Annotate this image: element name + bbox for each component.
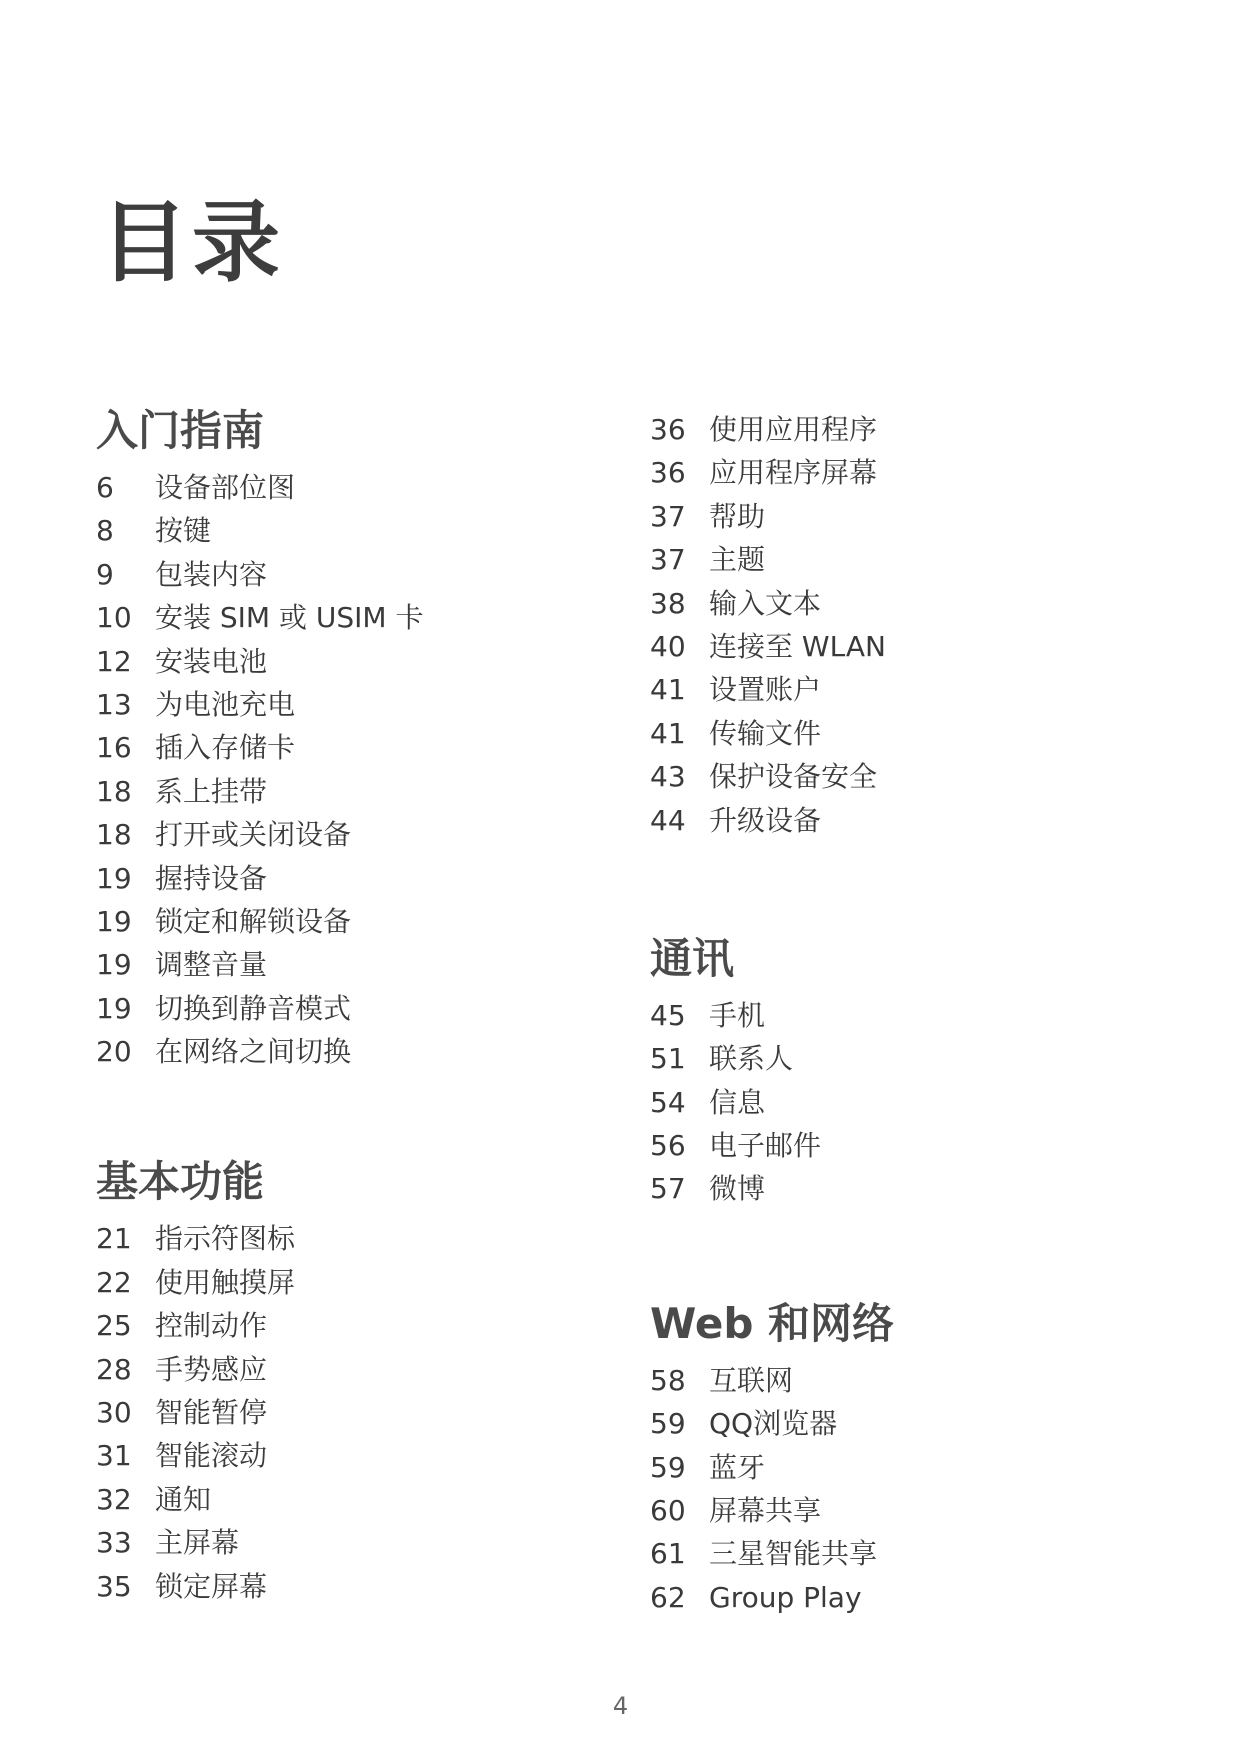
toc-entry-page-number: 57 xyxy=(650,1172,686,1206)
toc-entry-label: 电子邮件 xyxy=(709,1129,822,1163)
toc-entry[interactable] xyxy=(650,1576,1150,1619)
toc-entry-label: 握持设备 xyxy=(155,861,268,895)
toc-entry[interactable] xyxy=(650,1532,1150,1575)
toc-entry-label: 安装 SIM 或 USIM 卡 xyxy=(155,601,424,635)
toc-entry-list xyxy=(650,994,1150,1211)
toc-entry[interactable] xyxy=(650,495,1150,538)
toc-entry-list-continued xyxy=(650,408,1150,842)
toc-entry-label: 联系人 xyxy=(709,1042,794,1076)
toc-entry[interactable] xyxy=(96,1217,596,1260)
toc-entry-page-number: 62 xyxy=(650,1580,686,1614)
toc-entry-label: 为电池充电 xyxy=(155,687,296,721)
toc-entry-label: 插入存储卡 xyxy=(155,731,296,765)
toc-entry-label: Group Play xyxy=(709,1580,862,1614)
toc-entry-page-number: 43 xyxy=(650,760,686,794)
toc-entry[interactable] xyxy=(96,1348,596,1391)
toc-entry[interactable] xyxy=(96,553,596,596)
toc-entry[interactable] xyxy=(96,1261,596,1304)
toc-entry-label: 切换到静音模式 xyxy=(155,991,352,1025)
toc-entry[interactable] xyxy=(96,596,596,639)
toc-entry[interactable] xyxy=(650,1446,1150,1489)
toc-entry-page-number: 19 xyxy=(96,948,132,982)
toc-right-column xyxy=(650,408,1150,1619)
toc-entry-page-number: 60 xyxy=(650,1494,686,1528)
toc-entry[interactable] xyxy=(96,640,596,683)
toc-entry-page-number: 16 xyxy=(96,731,132,765)
toc-entry-label: 安装电池 xyxy=(155,644,268,678)
toc-entry[interactable] xyxy=(96,1391,596,1434)
toc-entry[interactable] xyxy=(650,538,1150,581)
toc-entry-label: 手势感应 xyxy=(155,1352,268,1386)
toc-entry-page-number: 58 xyxy=(650,1363,686,1397)
toc-entry-page-number: 31 xyxy=(96,1439,132,1473)
toc-entry-page-number: 61 xyxy=(650,1537,686,1571)
toc-entry[interactable] xyxy=(650,799,1150,842)
toc-entry-page-number: 8 xyxy=(96,514,114,548)
toc-entry-label: 帮助 xyxy=(709,499,766,533)
toc-entry[interactable] xyxy=(96,770,596,813)
toc-entry[interactable] xyxy=(650,1081,1150,1124)
toc-entry-page-number: 21 xyxy=(96,1222,132,1256)
toc-entry-page-number: 37 xyxy=(650,499,686,533)
toc-entry-list xyxy=(96,466,596,1073)
toc-entry[interactable] xyxy=(96,943,596,986)
toc-entry-label: 锁定屏幕 xyxy=(155,1569,268,1603)
toc-entry[interactable] xyxy=(650,408,1150,451)
section-heading: Web 和网络 xyxy=(650,1298,895,1348)
toc-entry-page-number: 41 xyxy=(650,673,686,707)
toc-entry[interactable] xyxy=(96,509,596,552)
toc-section-communication xyxy=(650,933,1150,1211)
toc-entry[interactable] xyxy=(650,1489,1150,1532)
page-title: 目录 xyxy=(100,190,285,294)
toc-entry-page-number: 30 xyxy=(96,1396,132,1430)
toc-entry-page-number: 36 xyxy=(650,413,686,446)
toc-entry-page-number: 40 xyxy=(650,629,686,663)
toc-entry[interactable] xyxy=(650,1167,1150,1210)
toc-entry[interactable] xyxy=(650,712,1150,755)
toc-entry-label: 手机 xyxy=(709,998,766,1032)
toc-entry[interactable] xyxy=(96,857,596,900)
toc-entry-page-number: 37 xyxy=(650,543,686,577)
toc-entry-page-number: 36 xyxy=(650,456,686,490)
toc-entry[interactable] xyxy=(96,1030,596,1073)
toc-entry-page-number: 12 xyxy=(96,644,132,678)
toc-entry-label: 微博 xyxy=(709,1172,766,1206)
toc-entry-label: 主屏幕 xyxy=(155,1526,240,1560)
toc-section-basics xyxy=(96,1157,596,1608)
toc-entry[interactable] xyxy=(96,1565,596,1608)
toc-entry[interactable] xyxy=(96,1304,596,1347)
toc-entry-page-number: 59 xyxy=(650,1450,686,1484)
toc-entry[interactable] xyxy=(96,900,596,943)
toc-entry-label: 智能滚动 xyxy=(155,1439,268,1473)
toc-entry-list xyxy=(96,1217,596,1608)
toc-entry[interactable] xyxy=(650,1037,1150,1080)
toc-entry-label: 主题 xyxy=(709,543,766,577)
toc-entry-page-number: 38 xyxy=(650,586,686,620)
toc-entry-page-number: 33 xyxy=(96,1526,132,1560)
toc-entry-page-number: 20 xyxy=(96,1035,132,1069)
toc-entry-page-number: 51 xyxy=(650,1042,686,1076)
toc-entry-label: 指示符图标 xyxy=(155,1222,296,1256)
page-number: 4 xyxy=(612,1692,629,1720)
toc-entry-page-number: 19 xyxy=(96,991,132,1025)
toc-entry-page-number: 19 xyxy=(96,861,132,895)
toc-entry-label: 使用触摸屏 xyxy=(155,1265,296,1299)
toc-entry-label: 按键 xyxy=(155,514,212,548)
toc-entry-label: 升级设备 xyxy=(709,803,822,837)
toc-entry-page-number: 19 xyxy=(96,904,132,938)
toc-entry-page-number: 18 xyxy=(96,774,132,808)
toc-entry[interactable] xyxy=(650,1359,1150,1402)
toc-entry-page-number: 10 xyxy=(96,601,132,635)
toc-section-getting-started xyxy=(96,406,596,1073)
toc-entry-page-number: 6 xyxy=(96,471,114,504)
toc-entry-page-number: 9 xyxy=(96,557,114,591)
toc-entry-label: 互联网 xyxy=(709,1363,794,1397)
toc-entry-label: 蓝牙 xyxy=(709,1450,766,1484)
toc-entry[interactable] xyxy=(96,726,596,769)
toc-entry-page-number: 28 xyxy=(96,1352,132,1386)
toc-entry-page-number: 32 xyxy=(96,1482,132,1516)
toc-entry-page-number: 56 xyxy=(650,1129,686,1163)
toc-entry[interactable] xyxy=(650,668,1150,711)
toc-entry-label: 锁定和解锁设备 xyxy=(155,904,352,938)
toc-entry[interactable] xyxy=(96,466,596,509)
toc-section-web-network xyxy=(650,1298,1150,1619)
toc-entry[interactable] xyxy=(96,683,596,726)
toc-entry[interactable] xyxy=(650,451,1150,494)
toc-entry-page-number: 22 xyxy=(96,1265,132,1299)
section-heading: 通讯 xyxy=(650,933,735,983)
toc-entry[interactable] xyxy=(650,582,1150,625)
toc-entry-label: 设置账户 xyxy=(709,673,822,707)
toc-left-column xyxy=(96,406,596,1608)
toc-entry[interactable] xyxy=(96,1434,596,1477)
toc-entry[interactable] xyxy=(650,755,1150,798)
toc-entry-label: 输入文本 xyxy=(709,586,822,620)
toc-entry[interactable] xyxy=(650,1124,1150,1167)
toc-entry-label: 应用程序屏幕 xyxy=(709,456,878,490)
section-heading: 入门指南 xyxy=(96,406,265,455)
toc-entry-label: QQ浏览器 xyxy=(709,1407,838,1441)
toc-entry-label: 智能暂停 xyxy=(155,1396,268,1430)
toc-entry-label: 调整音量 xyxy=(155,948,268,982)
toc-entry-page-number: 45 xyxy=(650,998,686,1032)
toc-entry[interactable] xyxy=(96,1521,596,1564)
toc-entry-page-number: 59 xyxy=(650,1407,686,1441)
toc-entry[interactable] xyxy=(650,625,1150,668)
toc-entry-page-number: 25 xyxy=(96,1309,132,1343)
toc-entry[interactable] xyxy=(650,994,1150,1037)
toc-entry-page-number: 41 xyxy=(650,716,686,750)
toc-entry-label: 系上挂带 xyxy=(155,774,268,808)
toc-entry-label: 在网络之间切换 xyxy=(155,1035,352,1069)
toc-entry-label: 使用应用程序 xyxy=(709,413,878,446)
toc-entry-page-number: 54 xyxy=(650,1085,686,1119)
toc-entry[interactable] xyxy=(650,1402,1150,1445)
toc-entry-label: 三星智能共享 xyxy=(709,1537,878,1571)
toc-entry-list xyxy=(650,1359,1150,1619)
toc-entry-page-number: 18 xyxy=(96,818,132,852)
toc-entry-label: 屏幕共享 xyxy=(709,1494,822,1528)
toc-entry[interactable] xyxy=(96,1478,596,1521)
toc-entry-label: 传输文件 xyxy=(709,716,822,750)
toc-entry-page-number: 44 xyxy=(650,803,686,837)
toc-entry-label: 通知 xyxy=(155,1482,212,1516)
toc-entry[interactable] xyxy=(96,987,596,1030)
toc-entry-label: 连接至 WLAN xyxy=(709,629,886,663)
toc-entry-page-number: 35 xyxy=(96,1569,132,1603)
toc-entry-label: 控制动作 xyxy=(155,1309,268,1343)
toc-entry-label: 包装内容 xyxy=(155,557,268,591)
toc-entry-page-number: 13 xyxy=(96,687,132,721)
toc-entry-label: 信息 xyxy=(709,1085,766,1119)
section-heading: 基本功能 xyxy=(96,1157,265,1207)
toc-entry-label: 打开或关闭设备 xyxy=(155,818,352,852)
toc-entry-label: 保护设备安全 xyxy=(709,760,878,794)
toc-entry[interactable] xyxy=(96,813,596,856)
toc-entry-label: 设备部位图 xyxy=(155,471,296,504)
